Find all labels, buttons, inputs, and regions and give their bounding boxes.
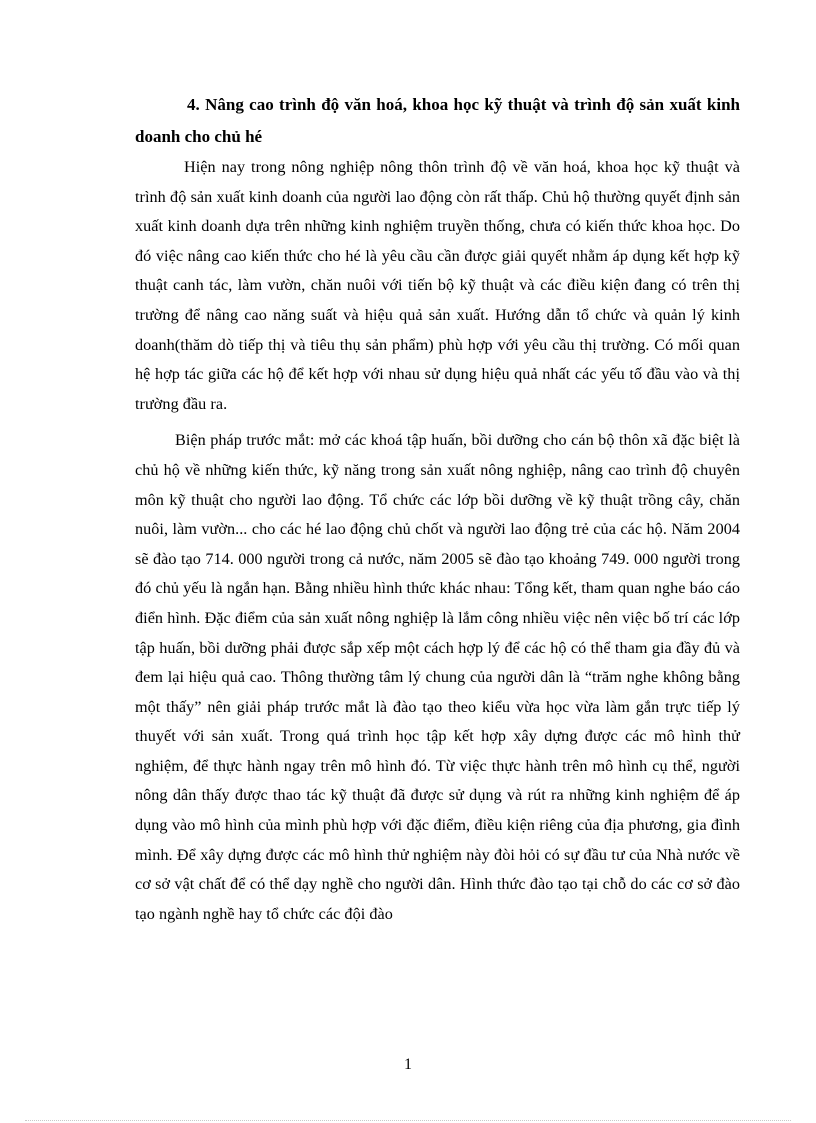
page-content bbox=[135, 89, 740, 929]
paragraph-1: Hiện nay trong nông nghiệp nông thôn trình độ về văn hoá, khoa học kỹ thuật và trình độ sản xuất kinh doanh của người lao động còn rất thấp. Chủ hộ thường quyết định sản xuất kinh doanh dựa trên những kinh nghiệm truyền thống, chưa có kiến thức khoa học. Do đó việc nâng cao kiến thức cho hé là yêu cầu cần được giải quyết nhằm áp dụng kết hợp kỹ thuật canh tác, làm vườn, chăn nuôi với tiến bộ kỹ thuật và các điều kiện đang có trên thị trường để nâng cao năng suất và hiệu quả sản xuất. Hướng dẫn tổ chức và quản lý kinh doanh(thăm dò tiếp thị và tiêu thụ sản phẩm) phù hợp với yêu cầu thị trường. Có mối quan hệ hợp tác giữa các hộ để kết hợp với nhau sử dụng hiệu quả nhất các yếu tố đầu vào và thị trường đầu ra. bbox=[135, 158, 740, 413]
page-number: 1 bbox=[404, 1056, 412, 1073]
section-heading: 4. Nâng cao trình độ văn hoá, khoa học kỹ thuật và trình độ sản xuất kinh doanh cho chủ hé bbox=[135, 95, 740, 146]
paragraph-2: Biện pháp trước mắt: mở các khoá tập huấn, bồi dưỡng cho cán bộ thôn xã đặc biệt là chủ hộ về những kiến thức, kỹ năng trong sản xuất nông nghiệp, nâng cao trình độ chuyên môn kỹ thuật cho người lao động. Tổ chức các lớp bồi dưỡng về kỹ thuật trồng cây, chăn nuôi, làm vườn... cho các hé lao động chủ chốt và người lao động trẻ của các hộ. Năm 2004 sẽ đào tạo 714. 000 người trong cả nước, năm 2005 sẽ đào tạo khoảng 749. 000 người trong đó chủ yếu là ngắn hạn. Bằng nhiều hình thức khác nhau: Tổng kết, tham quan nghe báo cáo điển hình. Đặc điểm của sản xuất nông nghiệp là lắm công nhiều việc nên việc bố trí các lớp tập huấn, bồi dưỡng phải được sắp xếp một cách hợp lý để các hộ có thể tham gia đầy đủ và đem lại hiệu quả cao. Thông thường tâm lý chung của người dân là “trăm nghe không bằng một thấy” nên giải pháp trước mắt là đào tạo theo kiểu vừa học vừa làm gắn trực tiếp lý thuyết với sản xuất. Trong quá trình học tập kết hợp xây dựng được các mô hình thử nghiệm, để thực hành ngay trên mô hình đó. Từ việc thực hành trên mô hình cụ thể, người nông dân thấy được thao tác kỹ thuật đã được sử dụng và rút ra những kinh nghiệm để áp dụng vào mô hình của mình phù hợp với đặc điểm, điều kiện riêng của địa phương, gia đình mình. Để xây dựng được các mô hình thử nghiệm này đòi hỏi có sự đầu tư của Nhà nước về cơ sở vật chất để có thể dạy nghề cho người dân. Hình thức đào tạo tại chỗ do các cơ sở đào tạo ngành nghề hay tổ chức các đội đào bbox=[135, 431, 740, 923]
page-bottom-divider bbox=[25, 1120, 791, 1121]
